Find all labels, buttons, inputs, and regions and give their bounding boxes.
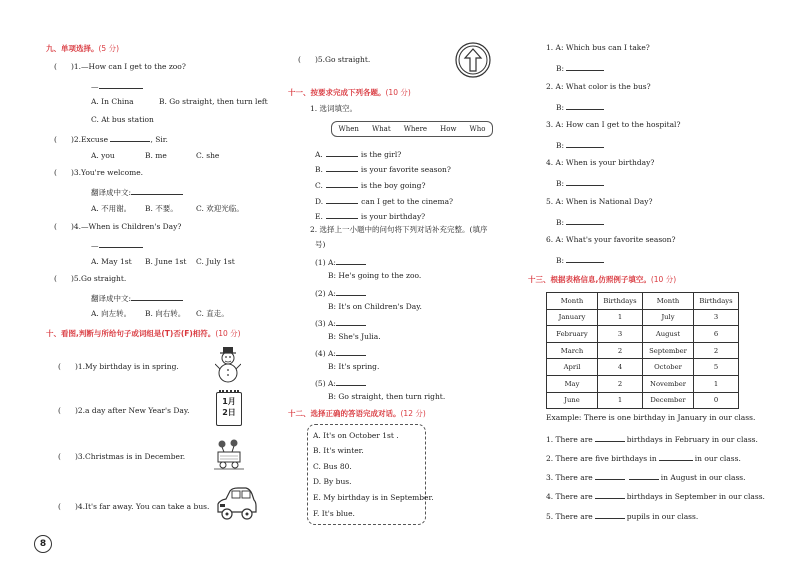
s12-a5: B: [556,216,604,228]
q9-1-reply: — [91,80,143,92]
answer-blank[interactable] [566,216,604,225]
option-a: A. It's on October 1st . [313,431,399,440]
s12-a4: B: [556,177,604,189]
table-cell: November [643,375,694,392]
fill-b: B. is your favorite season? [315,165,451,174]
s11-part2-line1: 2. 选择上一小题中的问句将下列对话补充完整。(填序 [310,225,488,234]
q9-2-a: A. you [91,151,115,160]
s12-q6: 6. A: What's your favorite season? [546,235,676,244]
q9-4: ( )4.—When is Children's Day? [54,222,182,231]
answer-blank[interactable] [336,287,366,296]
q9-3-translate: 翻译成中文: [91,186,183,198]
q9-1-c: C. At bus station [91,115,154,124]
q10-5: ( )5.Go straight. [298,55,371,64]
answer-blank[interactable] [595,510,625,519]
fill-d: D. can I get to the cinema? [315,197,454,206]
s13-sentence-4: 4. There are birthdays in September in our class. [546,492,765,501]
q9-4-c: C. July 1st [196,257,235,266]
answer-blank[interactable] [336,256,366,265]
s11-part2-line2: 号) [315,240,326,249]
word-bank-item: When [338,125,359,133]
answer-blank[interactable] [99,239,143,248]
table-cell: 2 [694,342,739,359]
dialog-1-b: B: He's going to the zoo. [328,271,422,280]
q10-3: ( )3.Christmas is in December. [58,452,186,461]
dialog-5-a: (5) A: [315,377,366,389]
option-b: B. It's winter. [313,446,364,455]
q9-3-a: A. 不用谢。 [91,204,132,213]
table-cell: 0 [694,392,739,409]
table-cell: September [643,342,694,359]
answer-blank[interactable] [110,133,150,142]
q9-5-c: C. 直走。 [196,309,229,318]
answer-blank[interactable] [566,101,604,110]
section-11-title: 十一、按要求完成下列各题。(10 分) [288,88,411,97]
table-cell: 3 [694,309,739,326]
christmas-cart-image [212,438,246,472]
q9-1-b: B. Go straight, then turn left [159,97,268,106]
fill-c: C. is the boy going? [315,181,426,190]
answer-blank[interactable] [326,195,358,204]
fill-a: A. is the girl? [315,150,402,159]
table-cell: June [547,392,598,409]
q9-4-reply: — [91,239,143,251]
s13-sentence-1: 1. There are birthdays in February in our class. [546,435,758,444]
word-bank-item: How [440,125,457,133]
table-cell: December [643,392,694,409]
table-cell: March [547,342,598,359]
s11-part1: 1. 选词填空。 [310,104,358,113]
answer-blank[interactable] [595,471,625,480]
s13-sentence-5: 5. There are pupils in our class. [546,512,699,521]
answer-blank[interactable] [566,139,604,148]
table-cell: 6 [694,326,739,343]
q9-5-a: A. 向左转。 [91,309,132,318]
answer-blank[interactable] [131,186,183,195]
q9-5-translate: 翻译成中文: [91,292,183,304]
word-bank [331,121,493,137]
dialog-3-b: B: She's Julia. [328,332,381,341]
dialog-4-b: B: It's spring. [328,362,380,371]
answer-blank[interactable] [326,148,358,157]
s12-a6: B: [556,254,604,266]
table-row [547,326,739,343]
table-cell: January [547,309,598,326]
q10-4: ( )4.It's far away. You can take a bus. [58,502,210,511]
table-header: Month [643,293,694,310]
option-c: C. Bus 80. [313,462,352,471]
q9-4-a: A. May 1st [91,257,132,266]
q10-2: ( )2.a day after New Year's Day. [58,406,190,415]
table-cell: 2 [598,375,643,392]
answer-blank[interactable] [336,317,366,326]
table-cell: 1 [694,375,739,392]
answer-blank[interactable] [659,452,693,461]
option-f: F. It's blue. [313,509,355,518]
q9-3: ( )3.You're welcome. [54,168,144,177]
s12-q1: 1. A: Which bus can I take? [546,43,650,52]
birthday-table [546,292,739,409]
table-header: Birthdays [598,293,643,310]
q9-3-b: B. 不要。 [145,204,178,213]
table-cell: August [643,326,694,343]
q9-2-c: C. she [196,151,220,160]
section-13-title: 十三、根据表格信息,仿照例子填空。(10 分) [528,275,677,284]
s13-sentence-3: 3. There are in August in our class. [546,473,746,482]
s12-a3: B: [556,139,604,151]
table-cell: February [547,326,598,343]
table-header-row [547,293,739,310]
page-number: 8 [34,535,52,553]
table-row [547,375,739,392]
s13-sentence-2: 2. There are five birthdays in in our class. [546,454,741,463]
table-cell: October [643,359,694,376]
s13-example: Example: There is one birthday in January in our class. [546,413,756,422]
s12-q5: 5. A: When is National Day? [546,197,653,206]
answer-blank[interactable] [566,177,604,186]
q9-1-a: A. In China [91,97,134,106]
q9-3-c: C. 欢迎光临。 [196,204,244,213]
table-header: Month [547,293,598,310]
table-cell: 1 [598,309,643,326]
answer-blank[interactable] [566,62,604,71]
answer-blank[interactable] [326,179,358,188]
answer-blank[interactable] [99,80,143,89]
option-d: D. By bus. [313,477,352,486]
s12-q4: 4. A: When is your birthday? [546,158,655,167]
table-cell: May [547,375,598,392]
dialog-2-a: (2) A: [315,287,366,299]
table-cell: 1 [598,392,643,409]
answer-blank[interactable] [326,163,358,172]
s12-q3: 3. A: How can I get to the hospital? [546,120,681,129]
q9-2: ( )2.Excuse , Sir. [54,135,168,144]
answer-blank[interactable] [595,490,625,499]
table-header: Birthdays [694,293,739,310]
q9-1: ( )1.—How can I get to the zoo? [54,62,186,71]
table-row [547,342,739,359]
dialog-1-a: (1) A: [315,256,366,268]
dialog-5-b: B: Go straight, then turn right. [328,392,446,401]
table-row [547,309,739,326]
table-cell: 5 [694,359,739,376]
dialog-2-b: B: It's on Children's Day. [328,302,422,311]
answer-blank[interactable] [336,377,366,386]
answer-blank[interactable] [326,210,358,219]
q9-4-b: B. June 1st [145,257,187,266]
answer-blank[interactable] [595,433,625,442]
q9-5-b: B. 向右转。 [145,309,186,318]
table-cell: 2 [598,342,643,359]
fill-e: E. is your birthday? [315,212,426,221]
answer-blank[interactable] [566,254,604,263]
word-bank-item: Where [403,125,428,133]
table-row [547,359,739,376]
go-straight-arrow-icon [454,41,492,79]
section-9-title: 九、单项选择。(5 分) [46,44,120,53]
dialog-3-a: (3) A: [315,317,366,329]
word-bank-item: What [371,125,391,133]
answer-blank[interactable] [336,347,366,356]
snowman-image [215,344,241,384]
q9-5: ( )5.Go straight. [54,274,127,283]
table-row [547,392,739,409]
s12-q2: 2. A: What color is the bus? [546,82,651,91]
section-10-title: 十、看图,判断与所给句子或词组是(T)否(F)相符。(10 分) [46,329,241,338]
car-image [214,484,258,524]
s12-a2: B: [556,101,604,113]
answer-blank[interactable] [629,471,659,480]
calendar-image: 1月 2日 [216,392,242,426]
q10-1: ( )1.My birthday is in spring. [58,362,179,371]
word-bank-item: Who [469,125,486,133]
q9-2-b: B. me [145,151,167,160]
option-e: E. My birthday is in September. [313,493,434,502]
table-cell: 4 [598,359,643,376]
table-cell: April [547,359,598,376]
answer-blank[interactable] [131,292,183,301]
dialog-4-a: (4) A: [315,347,366,359]
table-cell: July [643,309,694,326]
s12-a1: B: [556,62,604,74]
section-12-title: 十二、选择正确的答语完成对话。(12 分) [288,409,426,418]
table-cell: 3 [598,326,643,343]
